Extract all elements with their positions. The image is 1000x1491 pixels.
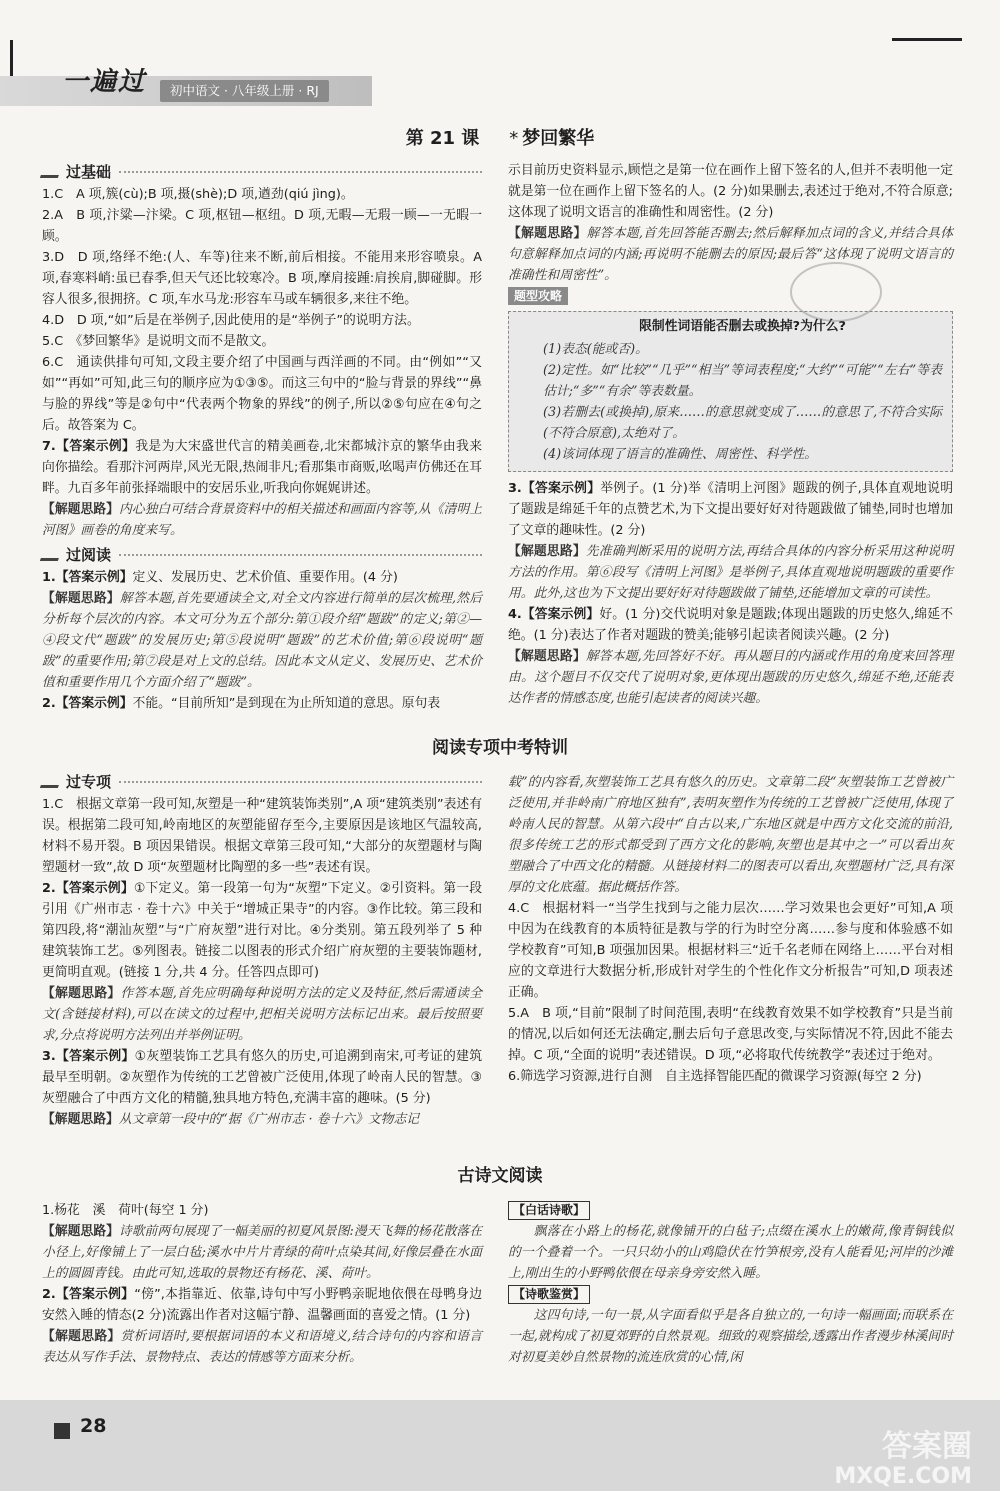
answer-item: 3.D D 项,络绎不绝:(人、车等)往来不断,前后相接。不能用来形容喷泉。A 项,春寒料峭:虽已春季,但天气还比较寒冷。B 项,摩肩接踵:肩挨肩,脚碰脚。形容人很多,很拥挤。C 项,车水马龙:形容车马或车辆很多,来往不绝。	[42, 250, 482, 307]
right-column-poem	[508, 1200, 953, 1368]
section-mark-icon	[40, 776, 62, 788]
answer-item: 1.杨花 溪 荷叶(每空 1 分)	[42, 1203, 209, 1218]
strategy-question: 限制性词语能否删去或换掉?为什么?	[639, 319, 846, 334]
strategy-line: (3)若删去(或换掉),原来……的意思就变成了……的意思了,不符合实际(不符合原意),太绝对了。	[543, 405, 942, 441]
solution-hint: 【解题思路】内心独白可结合背景资料中的相关描述和画面内容等,从《清明上河图》画卷的角度来写。	[42, 502, 482, 538]
solution-hint: 【解题思路】作答本题,首先应明确每种说明方法的定义及特征,然后需通读全文(含链接材料),可以在读文的过程中,把相关说明方法标记出来。最后按照要求,分点将说明方法列出并举例证明。	[42, 986, 482, 1043]
solution-hint: 【解题思路】诗歌前两句展现了一幅美丽的初夏风景图:漫天飞舞的杨花散落在小径上,好像铺上了一层白毡;溪水中片片青绿的荷叶点染其间,好像层叠在水面上的圆圆青钱。由此可知,选取的景物还有杨花、溪、荷叶。	[42, 1224, 483, 1281]
brand-logo: 一遍过	[62, 67, 147, 97]
section-head-basics: 过基础	[42, 160, 482, 184]
answer-item: 3.【答案示例】举例子。(1 分)举《清明上河图》题跋的例子,具体直观地说明了题跋是绵延千年的点赞艺术,为下文提出要好好对待题跋做了铺垫,同时也增加了文章的趣味性。(2 分)	[508, 481, 953, 538]
lesson-title	[0, 128, 1000, 149]
answer-item: 1.【答案示例】定义、发展历史、艺术价值、重要作用。(4 分)	[42, 570, 398, 585]
solution-hint: 【解题思路】解答本题,首先要通读全文,对全文内容进行简单的层次梳理,然后分析每个层次的内容。本文可分为五个部分:第①段介绍“题跋”的定义;第②—④段文代“题跋”的发展历史;第⑤段说明“题跋”的艺术价值;第⑥段说明“题跋”的重要作用;第⑦段是对上文的总结。因此本文从定义、发展历史、艺术价值和重要作用几个方面介绍了“题跋”。	[42, 591, 482, 690]
poem-translation: 飘落在小路上的杨花,就像铺开的白毡子;点缀在溪水上的嫩荷,像青铜钱似的一个叠着一个。一只只幼小的山鸡隐伏在竹笋根旁,没有人能看见;河岸的沙滩上,刚出生的小野鸭依偎在母亲身旁安然入睡。	[508, 1224, 953, 1281]
translation-label: 【白话诗歌】	[508, 1200, 953, 1221]
answer-item: 6.C 通读供排句可知,文段主要介绍了中国画与西洋画的不同。由“例如”“又如”“再如”可知,此三句的顺序应为①③⑤。而这三句中的“脸与背景的界线”“鼻与脸的界线”等是②句中“代表两个物象的界线”的例子,所以②⑤句应在④句之后。故答案为 C。	[42, 355, 482, 433]
section-title-poem: 古诗文阅读	[457, 1166, 543, 1186]
page-number: 28	[80, 1415, 107, 1437]
answer-item: 6.筛选学习资源,进行自测 自主选择智能匹配的微课学习资源(每空 2 分)	[508, 1069, 922, 1084]
lesson-number: 第 21 课	[405, 128, 480, 149]
appreciation-label: 【诗歌鉴赏】	[508, 1284, 953, 1305]
watermark: 答案圈 MXQE.COM	[834, 1429, 972, 1489]
section-mark-icon	[40, 549, 62, 561]
strategy-line: (2)定性。如“比较”“几乎”“相当”等词表程度;“大约”“可能”“左右”等表估计;“多”“有余”等表数量。	[543, 363, 942, 399]
solution-hint: 【解题思路】解答本题,首先回答能否删去;然后解释加点词的含义,并结合具体句意解释加点词的内涵;再说明不能删去的原因;最后答“这体现了说明文语言的准确性和周密性”。	[508, 226, 954, 283]
answer-item: 5.C 《梦回繁华》是说明文而不是散文。	[42, 334, 275, 349]
section-head-special: 过专项	[42, 770, 482, 794]
answer-item: 2.【答案示例】“傍”,本指靠近、依靠,诗句中写小野鸭亲昵地依偎在母鸭身边安然入睡的情态(2 分)流露出作者对这幅宁静、温馨画面的喜爱之情。(1 分)	[42, 1287, 483, 1323]
solution-hint: 【解题思路】赏析词语时,要根据词语的本义和语境义,结合诗句的内容和语言表达从写作手法、景物特点、表达的情感等方面来分析。	[42, 1329, 482, 1365]
answer-item: 1.C A 项,簇(cù);B 项,摄(shè);D 项,遒劲(qiú jìng)。	[42, 187, 354, 202]
lesson-name: 梦回繁华	[522, 128, 595, 149]
answer-item: 1.C 根据文章第一段可知,灰塑是一种“建筑装饰类别”,A 项“建筑类别”表述有误。根据第二段可知,岭南地区的灰塑能留存至今,主要原因是该地区气温较高,材料不易开裂。B 项因果错误。根据文章第三段可知,“大部分的灰塑题材与陶塑题材一致”,故 D 项“灰塑题材比陶塑的多一些”表述有误。	[42, 797, 482, 875]
strategy-box	[508, 311, 953, 472]
left-column-top	[42, 160, 482, 714]
left-column-poem	[42, 1200, 482, 1368]
corner-mark-right	[892, 38, 962, 41]
answer-item: 4.【答案示例】好。(1 分)交代说明对象是题跋;体现出题跋的历史悠久,绵延不绝。(1 分)表达了作者对题跋的赞美;能够引起读者阅读兴趣。(2 分)	[508, 607, 954, 643]
right-column-top	[508, 160, 953, 709]
left-column-special	[42, 770, 482, 1130]
page-marker-icon	[54, 1423, 70, 1439]
answer-item: 3.【答案示例】①灰塑装饰工艺具有悠久的历史,可追溯到南宋,可考证的建筑最早至明朝。②灰塑作为传统的工艺曾被广泛使用,体现了岭南人民的智慧。③灰塑融合了中西方文化的精髓,独具地方特色,充满丰富的趣味。(5 分)	[42, 1049, 483, 1106]
strategy-line: (4)该词体现了语言的准确性、周密性、科学性。	[543, 447, 818, 462]
answer-item: 2.【答案示例】①下定义。第一段第一句为“灰塑”下定义。②引资料。第一段引用《广州市志 · 卷十六》中关于“增城正果寺”的内容。③作比较。第三段和第四段,将“潮汕灰塑”与“广府灰塑”进行对比。④分类别。第五段列举了 5 种建筑装饰工艺。⑤列图表。链接二以图表的形式介绍广府灰塑的主要装饰题材,更简明直观。(链接 1 分,共 4 分。任答四点即可)	[42, 881, 482, 980]
star-icon: *	[509, 128, 519, 149]
answer-item: 5.A B 项,“目前”限制了时间范围,表明“在线教育效果不如学校教育”只是当前的情况,以后如何还无法确定,删去后句子意思改变,与实际情况不符,因此不能去掉。C 项,“全面的说明”表述错误。D 项,“必将取代传统教学”表述过于绝对。	[508, 1006, 953, 1063]
answer-item: 4.C 根据材料一“当学生找到与之能力层次……学习效果也会更好”可知,A 项中因为在线教育的本质特征是教与学的行为时空分离……参与度和体验感不如学校教育”可知,B 项强加因果。根据材料三“近千名老师在网络上……平台对相应的文章进行大数据分析,形成针对学生的个性化作文分析报告”可知,D 项表述正确。	[508, 901, 953, 1000]
solution-hint: 【解题思路】解答本题,先回答好不好。再从题目的内涵或作用的角度来回答理由。这个题目不仅交代了说明对象,更体现出题跋的历史悠久,绵延不绝,还能表达作者的情感态度,也能引起读者的阅读兴趣。	[508, 649, 953, 706]
right-column-special	[508, 772, 953, 1087]
answer-continuation: 载”的内容看,灰塑装饰工艺具有悠久的历史。文章第二段“灰塑装饰工艺曾被广泛使用,并非岭南广府地区独有”,表明灰塑作为传统的工艺曾被广泛使用,体现了岭南人民的智慧。从第六段中“自古以来,广东地区就是中西方文化交流的前沿,很多传统工艺的形式都受到了西方文化的影响,灰塑也是其中之一”可以看出灰塑融合了中西文化的精髓。从链接材料二的图表可以看出,灰塑题材广泛,具有深厚的文化底蕴。据此概括作答。	[508, 775, 953, 895]
book-subtitle: 初中语文 · 八年级上册 · RJ	[160, 80, 329, 102]
answer-item: 2.A B 项,汴粱—汴梁。C 项,枢钮—枢纽。D 项,无暇—无瑕一顾—一无暇一顾。	[42, 208, 482, 244]
section-head-reading: 过阅读	[42, 543, 482, 567]
strategy-label: 题型攻略	[508, 287, 568, 305]
answer-item: 4.D D 项,“如”后是在举例子,因此使用的是“举例子”的说明方法。	[42, 313, 420, 328]
poem-appreciation: 这四句诗,一句一景,从字面看似乎是各自独立的,一句诗一幅画面;而联系在一起,就构成了初夏郊野的自然景观。细致的观察描绘,透露出作者漫步林溪间时对初夏美妙自然景物的流连欣赏的心情,闲	[508, 1308, 953, 1365]
solution-hint: 【解题思路】先准确判断采用的说明方法,再结合具体的内容分析采用这种说明方法的作用。第⑥段写《清明上河图》是举例子,具体直观地说明题跋的重要作用。此外,这也为下文提出要好好对待题跋做了铺垫,还能增加文章的可读性。	[508, 544, 953, 601]
answer-item-7: 7.【答案示例】我是为大宋盛世代言的精美画卷,北宋都城汴京的繁华由我来向你描绘。看那汴河两岸,风光无限,热闹非凡;看那集市商贩,吆喝声仿佛还在耳畔。九百多年前张择端眼中的安居乐业,听我向你娓娓讲述。	[42, 439, 482, 496]
section-mark-icon	[40, 166, 62, 178]
strategy-line: (1)表态(能或否)。	[543, 342, 648, 357]
stamp-mark	[790, 262, 882, 322]
answer-item: 2.【答案示例】不能。“目前所知”是到现在为止所知道的意思。原句表	[42, 696, 441, 711]
section-title-special: 阅读专项中考特训	[432, 738, 568, 758]
solution-hint: 【解题思路】从文章第一段中的“据《广州市志 · 卷十六》文物志记	[42, 1112, 420, 1127]
answer-continuation: 示目前历史资料显示,顾恺之是第一位在画作上留下签名的人,但并不表明他一定就是第一位在画作上留下签名的人。(2 分)如果删去,表述过于绝对,不符合原意;这体现了说明文语言的准确性和周密性。(2 分)	[508, 163, 953, 220]
